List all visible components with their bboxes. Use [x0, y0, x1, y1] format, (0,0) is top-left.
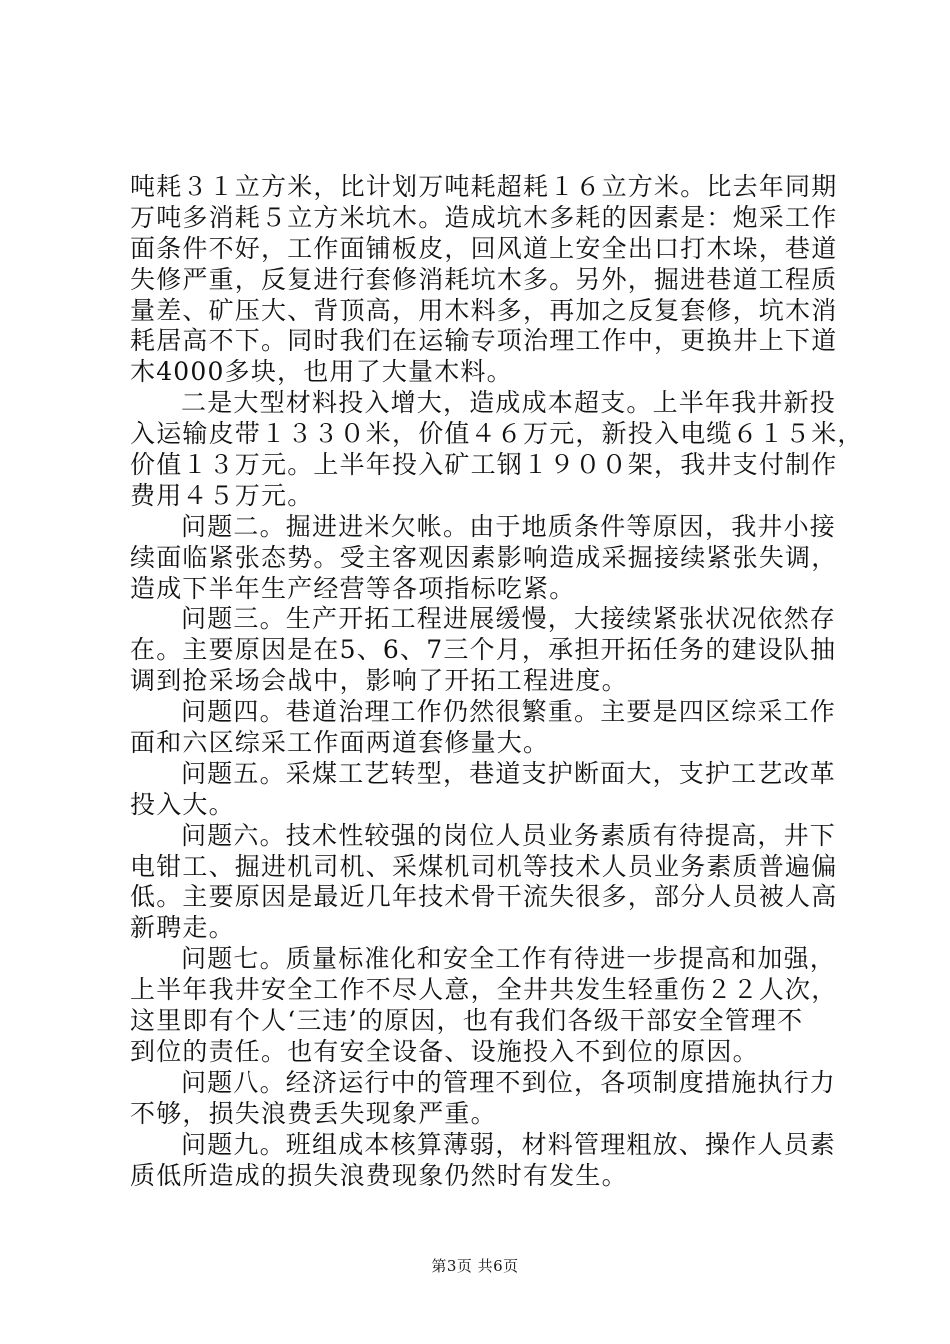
text-line: 失修严重，反复进行套修消耗坑木多。另外，掘进巷道工程质 [130, 264, 838, 294]
text-line: 低。主要原因是最近几年技术骨干流失很多，部分人员被人高 [130, 882, 838, 912]
text-line: 问题八。经济运行中的管理不到位，各项制度措施执行力 [181, 1067, 837, 1097]
text-line: 新聘走。 [130, 913, 235, 943]
text-line: 费用４５万元。 [130, 480, 314, 510]
text-line: 问题九。班组成本核算薄弱，材料管理粗放、操作人员素 [181, 1129, 837, 1159]
text-line: 到位的责任。也有安全设备、设施投入不到位的原因。 [130, 1036, 759, 1066]
text-line: 不够，损失浪费丢失现象严重。 [130, 1098, 497, 1128]
document-body [130, 172, 864, 1191]
text-line: 这里即有个人‘三违’的原因，也有我们各级干部安全管理不 [130, 1006, 804, 1036]
text-line: 万吨多消耗５立方米坑木。造成坑木多耗的因素是：炮采工作 [130, 202, 838, 232]
text-line: 吨耗３１立方米，比计划万吨耗超耗１６立方米。比去年同期 [130, 172, 838, 201]
text-line: 入运输皮带１３３０米，价值４６万元，新投入电缆６１５米， [130, 419, 864, 449]
text-line: 调到抢采场会战中，影响了开拓工程进度。 [130, 666, 628, 696]
text-line: 价值１３万元。上半年投入矿工钢１９００架，我井支付制作 [130, 450, 838, 480]
text-line: 投入大。 [130, 789, 235, 819]
text-line: 电钳工、掘进机司机、采煤机司机等技术人员业务素质普遍偏 [130, 851, 838, 881]
text-line: 续面临紧张态势。受主客观因素影响造成采掘接续紧张失调， [130, 542, 838, 572]
text-line: 问题六。技术性较强的岗位人员业务素质有待提高，井下 [181, 820, 837, 850]
text-line: 木4000多块，也用了大量木料。 [130, 357, 513, 387]
text-line: 二是大型材料投入增大，造成成本超支。上半年我井新投 [181, 388, 837, 418]
text-line: 问题七。质量标准化和安全工作有待进一步提高和加强， [181, 944, 837, 974]
text-line: 造成下半年生产经营等各项指标吃紧。 [130, 573, 576, 603]
text-line: 在。主要原因是在5、6、7三个月，承担开拓任务的建设队抽 [130, 635, 837, 665]
text-line: 质低所造成的损失浪费现象仍然时有发生。 [130, 1160, 628, 1190]
text-line: 问题五。采煤工艺转型，巷道支护断面大，支护工艺改革 [181, 758, 837, 788]
text-line: 问题二。掘进进米欠帐。由于地质条件等原因，我井小接 [181, 511, 837, 541]
text-line: 问题四。巷道治理工作仍然很繁重。主要是四区综采工作 [181, 697, 837, 727]
page-footer: 第3页 共6页 [431, 1257, 519, 1275]
text-line: 问题三。生产开拓工程进展缓慢，大接续紧张状况依然存 [181, 604, 837, 634]
text-line: 量差、矿压大、背顶高，用木料多，再加之反复套修，坑木消 [130, 295, 838, 325]
text-line: 面和六区综采工作面两道套修量大。 [130, 728, 550, 758]
text-line: 耗居高不下。同时我们在运输专项治理工作中，更换井上下道 [130, 326, 838, 356]
text-line: 上半年我井安全工作不尽人意，全井共发生轻重伤２２人次， [130, 975, 838, 1005]
text-line: 面条件不好，工作面铺板皮，回风道上安全出口打木垛，巷道 [130, 233, 838, 263]
